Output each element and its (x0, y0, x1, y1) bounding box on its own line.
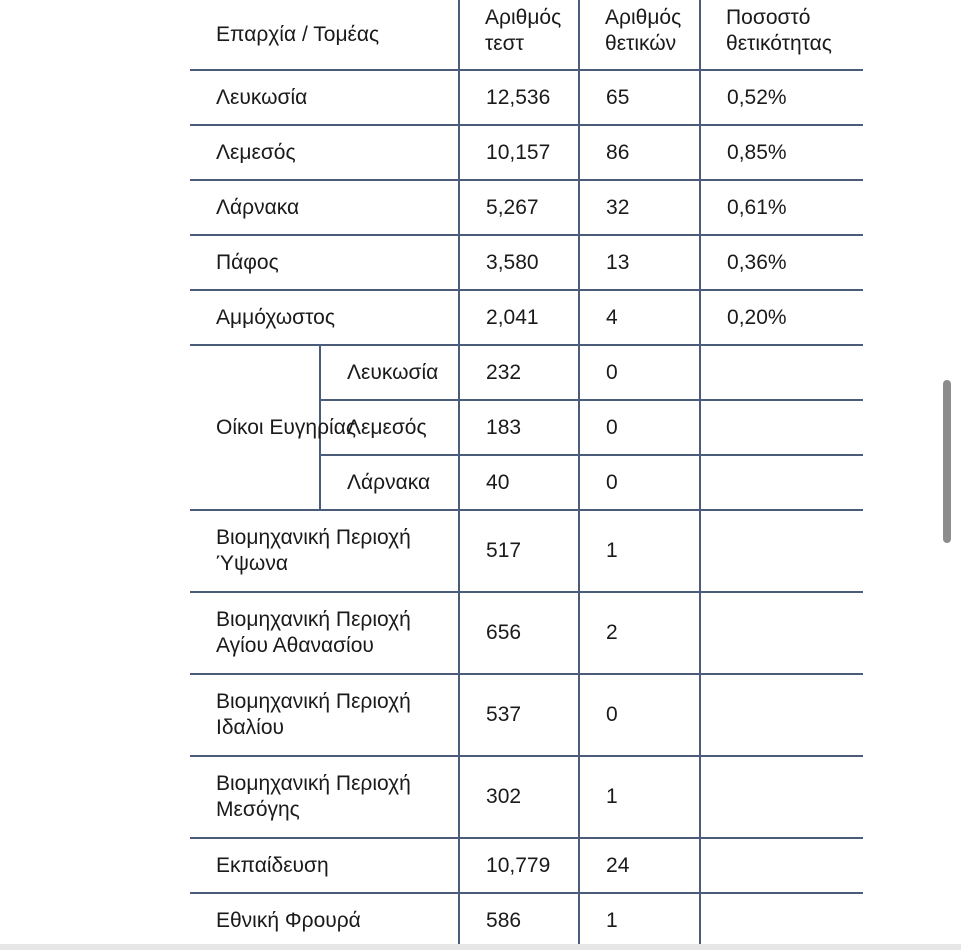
table-row (190, 235, 863, 290)
tests-cell: 40 (459, 455, 579, 510)
tests-cell: 183 (459, 400, 579, 455)
positives-cell: 24 (579, 838, 700, 893)
rate-cell (700, 400, 863, 455)
table-row (190, 592, 863, 674)
care-home-district-name: Λεμεσός (320, 400, 459, 455)
header-positives: Αριθμός θετικών (579, 0, 700, 70)
tests-cell: 10,779 (459, 838, 579, 893)
sector-name: Εκπαίδευση (190, 838, 459, 893)
rate-cell (700, 455, 863, 510)
table-row (190, 893, 863, 948)
rate-cell (700, 674, 863, 756)
rate-cell (700, 756, 863, 838)
tests-cell: 2,041 (459, 290, 579, 345)
table-row (190, 345, 863, 400)
tests-cell: 517 (459, 510, 579, 592)
table-row (190, 756, 863, 838)
tests-cell: 586 (459, 893, 579, 948)
rate-cell: 0,85% (700, 125, 863, 180)
positives-cell: 1 (579, 756, 700, 838)
tests-cell: 302 (459, 756, 579, 838)
sector-name: Βιομηχανική Περιοχή Ύψωνα (190, 510, 459, 592)
tests-cell: 656 (459, 592, 579, 674)
positives-cell: 4 (579, 290, 700, 345)
tests-cell: 12,536 (459, 70, 579, 125)
sector-name: Βιομηχανική Περιοχή Αγίου Αθανασίου (190, 592, 459, 674)
care-homes-group-label: Οίκοι Ευγηρίας (190, 345, 320, 510)
positives-cell: 13 (579, 235, 700, 290)
covid-test-results-table (190, 0, 863, 949)
table-row (190, 70, 863, 125)
positives-cell: 0 (579, 674, 700, 756)
rate-cell (700, 893, 863, 948)
district-name: Λευκωσία (190, 70, 459, 125)
bottom-divider (0, 944, 961, 950)
header-rate: Ποσοστό θετικότητας (700, 0, 863, 70)
table-row (190, 510, 863, 592)
table-header-row (190, 0, 863, 70)
rate-cell (700, 592, 863, 674)
positives-cell: 1 (579, 510, 700, 592)
district-name: Πάφος (190, 235, 459, 290)
table-row (190, 125, 863, 180)
district-name: Λάρνακα (190, 180, 459, 235)
district-name: Αμμόχωστος (190, 290, 459, 345)
table-row (190, 838, 863, 893)
sector-name: Βιομηχανική Περιοχή Μεσόγης (190, 756, 459, 838)
tests-cell: 5,267 (459, 180, 579, 235)
table-row (190, 290, 863, 345)
positives-cell: 0 (579, 400, 700, 455)
table-row (190, 674, 863, 756)
header-region: Επαρχία / Τομέας (190, 0, 459, 70)
rate-cell: 0,61% (700, 180, 863, 235)
rate-cell (700, 838, 863, 893)
rate-cell (700, 510, 863, 592)
tests-cell: 10,157 (459, 125, 579, 180)
positives-cell: 86 (579, 125, 700, 180)
tests-cell: 537 (459, 674, 579, 756)
positives-cell: 0 (579, 455, 700, 510)
rate-cell: 0,36% (700, 235, 863, 290)
header-tests: Αριθμός τεστ (459, 0, 579, 70)
district-name: Λεμεσός (190, 125, 459, 180)
tests-cell: 3,580 (459, 235, 579, 290)
positives-cell: 2 (579, 592, 700, 674)
care-home-district-name: Λευκωσία (320, 345, 459, 400)
vertical-scrollbar[interactable] (943, 380, 951, 543)
positives-cell: 1 (579, 893, 700, 948)
tests-cell: 232 (459, 345, 579, 400)
rate-cell (700, 345, 863, 400)
sector-name: Βιομηχανική Περιοχή Ιδαλίου (190, 674, 459, 756)
table-row (190, 180, 863, 235)
positives-cell: 0 (579, 345, 700, 400)
positives-cell: 65 (579, 70, 700, 125)
positives-cell: 32 (579, 180, 700, 235)
sector-name: Εθνική Φρουρά (190, 893, 459, 948)
care-home-district-name: Λάρνακα (320, 455, 459, 510)
rate-cell: 0,52% (700, 70, 863, 125)
rate-cell: 0,20% (700, 290, 863, 345)
